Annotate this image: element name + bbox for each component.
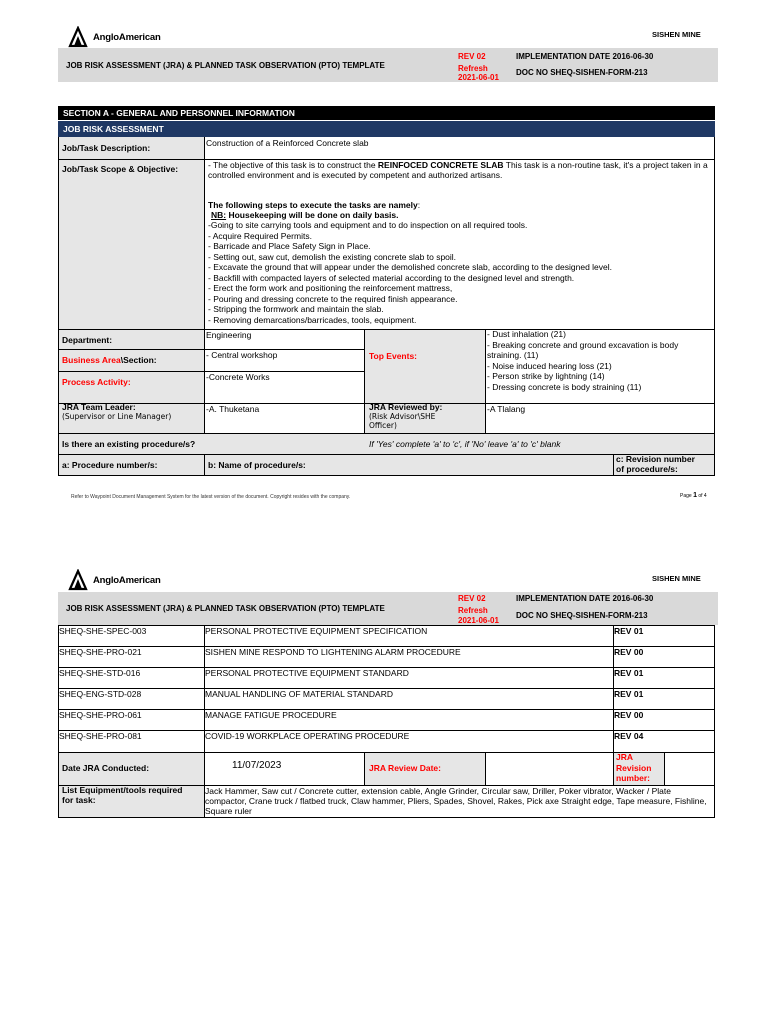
step-item: - Acquire Required Permits. bbox=[208, 230, 312, 241]
procedure-number: SHEQ-ENG-STD-028 bbox=[59, 689, 142, 699]
procedure-number: SHEQ-SHE-STD-016 bbox=[59, 668, 141, 678]
top-event-item: - Person strike by lightning (14) bbox=[487, 371, 605, 381]
step-item: - Backfill with compacted layers of selected material according to the designed level and strength. bbox=[208, 272, 575, 283]
process-activity-label: Process Activity: bbox=[62, 377, 131, 387]
procedure-number: SHEQ-SHE-PRO-081 bbox=[59, 731, 142, 741]
step-item: - Barricade and Place Safety Sign in Place. bbox=[208, 241, 371, 251]
business-area-label: Business Area\Section: bbox=[62, 355, 157, 365]
procedure-revision: REV 00 bbox=[614, 647, 644, 657]
procedure-name-header: b: Name of procedure/s: bbox=[208, 460, 306, 470]
equipment-label: List Equipment/tools required for task: bbox=[62, 786, 183, 805]
refresh-label: Refresh bbox=[458, 64, 488, 73]
job-desc-label: Job/Task Description: bbox=[62, 143, 151, 153]
company-logo bbox=[68, 26, 161, 48]
reviewed-by-value: -A Tlalang bbox=[487, 404, 526, 414]
business-area-value: - Central workshop bbox=[206, 350, 278, 360]
existing-procedure-note: If 'Yes' complete 'a' to 'c', if 'No' leave 'a' to 'c' blank bbox=[369, 439, 561, 449]
revision-number-label: JRA Revision number: bbox=[616, 752, 652, 783]
refresh-date: 2021-06-01 bbox=[458, 73, 499, 82]
reviewed-by-label: JRA Reviewed by: (Risk Advisor\SHE Officer) bbox=[369, 403, 443, 430]
document-title: JOB RISK ASSESSMENT (JRA) & PLANNED TASK OBSERVATION (PTO) TEMPLATE bbox=[66, 61, 385, 70]
procedure-number: SHEQ-SHE-PRO-061 bbox=[59, 710, 142, 720]
site-name: SISHEN MINE bbox=[652, 30, 701, 39]
logo-text: AngloAmerican bbox=[93, 31, 161, 43]
department-value: Engineering bbox=[206, 330, 252, 340]
review-date-label: JRA Review Date: bbox=[369, 763, 441, 773]
existing-procedure-question: Is there an existing procedure/s? bbox=[62, 439, 196, 449]
procedure-name: MANUAL HANDLING OF MATERIAL STANDARD bbox=[205, 689, 393, 699]
procedure-number: SHEQ-SHE-PRO-021 bbox=[59, 647, 142, 657]
step-item: - Excavate the ground that will appear under the demolished concrete slab, according to the designed level. bbox=[208, 262, 612, 272]
steps-block: The following steps to execute the tasks are namely: NB: Housekeeping will be done on daily basis. -Going to site carrying tools and equipment and to do inspection on all required tools. - Acquire Required Permits. - Barricade and Place Safety Sign in Place. - Setting out, saw cut, demolish the existing concrete slab to spoil. - Excavate the ground that will appear under the demolished concrete slab, according to the designed level. - Backfill with compacted layers of selected material according to the designed level and strength. - Erect the form work and positioning the reinforcement mattress, - Pouring and dressing concrete to the required finish appearance. - Stripping the formwork and maintain the slab. - Removing demarcations/barricades, tools, equipment. bbox=[208, 200, 713, 325]
equipment-list: Jack Hammer, Saw cut / Concrete cutter, extension cable, Angle Grinder, Circular saw, Driller, Poker vibrator, Wacker / Plate compactor, Crane truck / flatbed truck, Claw hammer, Pliers, Spades, Shovel, Rakes, Pick axe Straight edge, Tape measure, Fishline, Square ruler bbox=[205, 786, 707, 817]
top-event-item: - Breaking concrete and ground excavation is body straining. (11) bbox=[487, 339, 679, 360]
rev-label: REV 02 bbox=[458, 594, 486, 603]
refresh-date: 2021-06-01 bbox=[458, 616, 499, 625]
date-conducted-label: Date JRA Conducted: bbox=[62, 763, 150, 773]
document-title: JOB RISK ASSESSMENT (JRA) & PLANNED TASK OBSERVATION (PTO) TEMPLATE bbox=[66, 604, 385, 613]
top-events-list bbox=[487, 329, 713, 392]
top-events-label: Top Events: bbox=[369, 351, 418, 361]
procedure-number: SHEQ-SHE-SPEC-003 bbox=[59, 626, 147, 636]
procedure-name: PERSONAL PROTECTIVE EQUIPMENT STANDARD bbox=[205, 668, 409, 678]
scope-objective: - The objective of this task is to construct the REINFOCED CONCRETE SLAB This task is a non-routine task, it's a project taken in a controlled environment and is executed by competent and authorized artisans. bbox=[208, 160, 708, 180]
step-item: -Going to site carrying tools and equipment and to do inspection on all required tools. bbox=[208, 220, 528, 230]
document-header bbox=[58, 592, 718, 625]
document-header bbox=[58, 48, 718, 82]
procedure-revision: REV 01 bbox=[614, 668, 644, 678]
steps-list bbox=[208, 220, 713, 325]
procedure-revision: REV 00 bbox=[614, 710, 644, 720]
scope-label: Job/Task Scope & Objective: bbox=[62, 164, 179, 174]
procedure-revision: REV 01 bbox=[614, 689, 644, 699]
implementation-date: IMPLEMENTATION DATE 2016-06-30 bbox=[516, 594, 654, 603]
site-name: SISHEN MINE bbox=[652, 574, 701, 583]
procedure-name: PERSONAL PROTECTIVE EQUIPMENT SPECIFICATION bbox=[205, 626, 428, 636]
top-event-item: - Noise induced hearing loss (21) bbox=[487, 360, 612, 371]
doc-number: DOC NO SHEQ-SISHEN-FORM-213 bbox=[516, 68, 648, 77]
top-event-item: - Dressing concrete is body straining (11) bbox=[487, 381, 642, 392]
procedure-number-header: a: Procedure number/s: bbox=[62, 460, 158, 470]
step-item: - Erect the form work and positioning the reinforcement mattress, bbox=[208, 283, 453, 293]
label-bg bbox=[364, 329, 485, 403]
step-item: - Stripping the formwork and maintain the slab. bbox=[208, 304, 384, 314]
footer-note: Refer to Waypoint Document Management System for the latest version of the document. Copyright resides with the company. bbox=[71, 494, 351, 500]
step-item: - Pouring and dressing concrete to the required finish appearance. bbox=[208, 293, 458, 304]
process-activity-value: -Concrete Works bbox=[206, 372, 270, 382]
step-item: - Removing demarcations/barricades, tools, equipment. bbox=[208, 314, 417, 325]
anglo-american-logo-icon bbox=[68, 26, 88, 48]
team-leader-value: -A. Thuketana bbox=[206, 404, 260, 414]
top-event-item: - Dust inhalation (21) bbox=[487, 329, 566, 339]
company-logo bbox=[68, 569, 161, 591]
section-a-heading: SECTION A - GENERAL AND PERSONNEL INFORMATION bbox=[58, 106, 715, 120]
procedure-name: MANAGE FATIGUE PROCEDURE bbox=[205, 710, 337, 720]
page-number: Page 1 of 4 bbox=[680, 492, 707, 499]
job-desc-value: Construction of a Reinforced Concrete slab bbox=[206, 138, 369, 148]
anglo-american-logo-icon bbox=[68, 569, 88, 591]
department-label: Department: bbox=[62, 335, 113, 345]
logo-text: AngloAmerican bbox=[93, 574, 161, 586]
procedure-name: COVID-19 WORKPLACE OPERATING PROCEDURE bbox=[205, 731, 410, 741]
procedure-name: SISHEN MINE RESPOND TO LIGHTENING ALARM PROCEDURE bbox=[205, 647, 461, 657]
procedure-revision: REV 04 bbox=[614, 731, 644, 741]
team-leader-label: JRA Team Leader: (Supervisor or Line Manager) bbox=[62, 403, 172, 421]
doc-number: DOC NO SHEQ-SISHEN-FORM-213 bbox=[516, 611, 648, 620]
label-bg bbox=[58, 159, 204, 329]
revision-number-header: c: Revision number of procedure/s: bbox=[616, 454, 695, 474]
refresh-label: Refresh bbox=[458, 606, 488, 615]
rev-label: REV 02 bbox=[458, 52, 486, 61]
procedure-revision: REV 01 bbox=[614, 626, 644, 636]
implementation-date: IMPLEMENTATION DATE 2016-06-30 bbox=[516, 52, 654, 61]
date-conducted-value: 11/07/2023 bbox=[232, 761, 282, 771]
jra-heading: JOB RISK ASSESSMENT bbox=[58, 121, 715, 137]
step-item: - Setting out, saw cut, demolish the existing concrete slab to spoil. bbox=[208, 251, 457, 262]
